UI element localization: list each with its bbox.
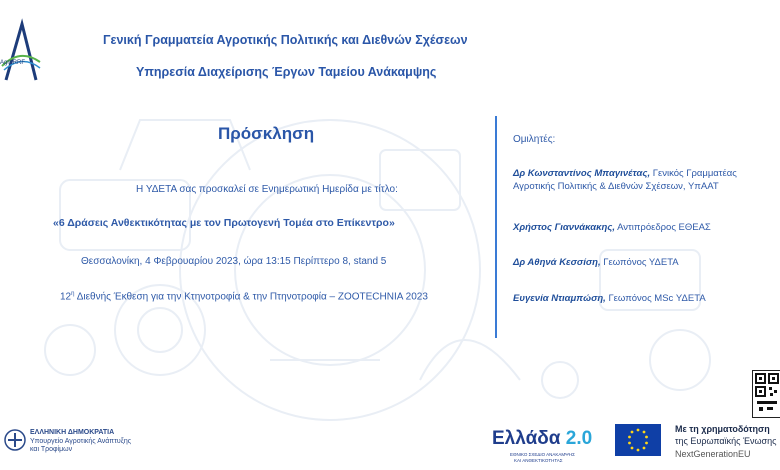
speaker-item (513, 221, 711, 234)
ministry-name: Υπουργείο Αγροτικής Ανάπτυξης (30, 438, 132, 445)
expo-line (60, 291, 428, 302)
invitation-intro: Η ΥΔΕΤΑ σας προσκαλεί σε Ενημερωτική Ημερίδα με τίτλο: (136, 184, 398, 195)
expo-text: Διεθνής Έκθεση για την Κτηνοτροφία & την Πτηνοτροφία – ZOOTECHNIA 2023 (74, 291, 428, 303)
speaker-name: Χρήστος Γιαννάκακης, (513, 222, 615, 233)
vertical-divider (495, 116, 497, 338)
speakers-heading: Ομιλητές: (513, 134, 556, 145)
speaker-role: Γενικός Γραμματέας (650, 168, 737, 179)
speaker-item (513, 167, 737, 193)
invitation-title: Πρόσκληση (218, 124, 315, 143)
event-title: «6 Δράσεις Ανθεκτικότητας με τον Πρωτογενή Τομέα στο Επίκεντρο» (53, 217, 395, 229)
expo-number: 12 (60, 291, 72, 303)
speaker-role-cont: Αγροτικής Πολιτικής & Διεθνών Σχέσεων, ΥπΑΑΤ (513, 181, 719, 192)
greece20-logo (492, 428, 592, 450)
greek-emblem-icon (3, 428, 27, 452)
logo-text: AgroRRF (0, 60, 26, 66)
next-generation-eu: NextGenerationEU (675, 449, 751, 459)
agrorrf-logo (0, 18, 42, 88)
header-line-1: Γενική Γραμματεία Αγροτικής Πολιτικής και Διεθνών Σχέσεων (103, 33, 468, 47)
speaker-item (513, 256, 679, 269)
speaker-role: Αντιπρόεδρος ΕΘΕΑΣ (614, 222, 711, 233)
greece20-subtitle-1: ΕΘΝΙΚΟ ΣΧΕΔΙΟ ΑΝΑΚΑΜΨΗΣ (510, 452, 575, 457)
eu-funding-line-1: Με τη χρηματοδότηση (675, 424, 770, 434)
speaker-name: Δρ Αθηνά Κεσσίση, (513, 257, 601, 268)
header-line-2: Υπηρεσία Διαχείρισης Έργων Ταμείου Ανάκαμψης (136, 65, 437, 79)
greece20-subtitle-2: ΚΑΙ ΑΝΘΕΚΤΙΚΟΤΗΤΑΣ (514, 458, 563, 463)
greece20-word: Ελλάδα (492, 428, 561, 449)
speaker-name: Δρ Κωνσταντίνος Μπαγινέτας, (513, 168, 651, 179)
qr-code (752, 370, 780, 418)
eu-flag-icon (615, 424, 661, 456)
speaker-role: Γεωπόνος MSc ΥΔΕΤΑ (605, 293, 706, 304)
greece20-number: 2.0 (565, 428, 593, 449)
expo-ordinal: η (71, 291, 75, 297)
speaker-item (513, 292, 706, 305)
gov-name: ΕΛΛΗΝΙΚΗ ΔΗΜΟΚΡΑΤΙΑ (30, 429, 115, 436)
speaker-name: Ευγενία Ντιαμπώση, (513, 293, 606, 304)
speaker-role: Γεωπόνος ΥΔΕΤΑ (600, 257, 679, 268)
event-date-location: Θεσσαλονίκη, 4 Φεβρουαρίου 2023, ώρα 13:15 Περίπτερο 8, stand 5 (81, 256, 387, 267)
ministry-name-cont: και Τροφίμων (30, 446, 73, 453)
eu-funding-line-2: της Ευρωπαϊκής Ένωσης (675, 436, 777, 446)
